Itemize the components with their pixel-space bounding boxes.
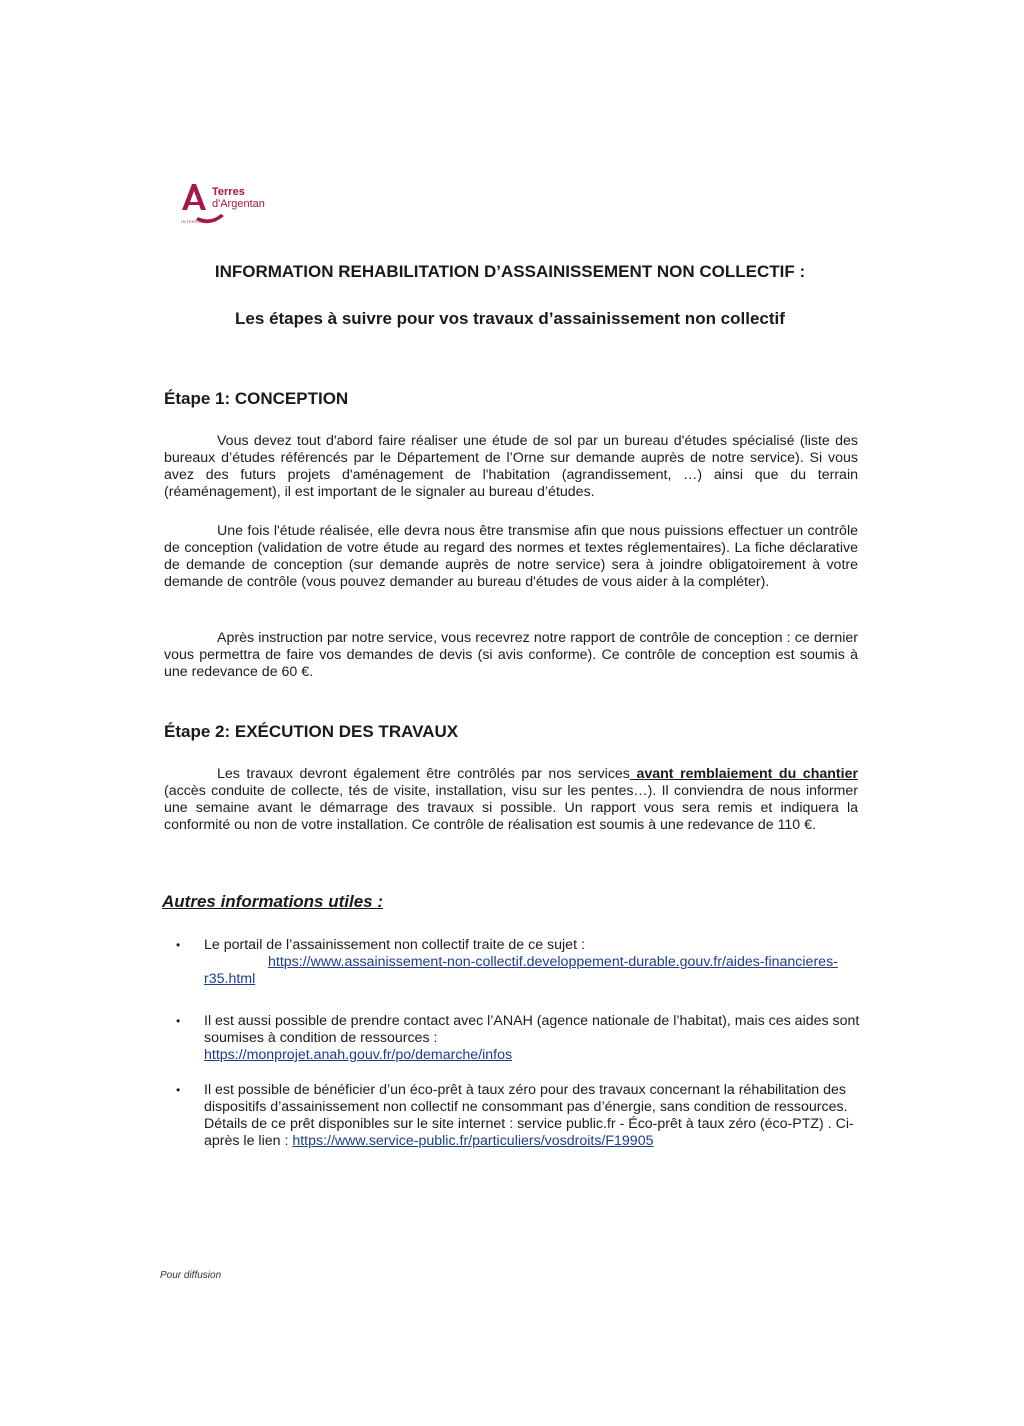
- step1-heading: Étape 1: CONCEPTION: [164, 389, 349, 408]
- anah-link[interactable]: https://monprojet.anah.gouv.fr/po/demarche/infos: [204, 1047, 513, 1063]
- step2-paragraph: [164, 766, 858, 834]
- logo-text-interco: INTERCO: [181, 219, 203, 224]
- list-item-3: [204, 1082, 860, 1150]
- step2-text-after: (accès conduite de collecte, tés de visite, installation, visu sur les pentes…). Il conviendra de nous informer une semaine avant le démarrage des travaux si possible. Un rapport vous sera remis et indiquera la conformité ou non de votre installation. Ce contrôle de réalisation est soumis à une redevance de 110 €.: [164, 783, 858, 833]
- bullet-1: •: [176, 938, 181, 952]
- list-item-2-text: Il est aussi possible de prendre contact avec l’ANAH (agence nationale de l’habitat), mais ces aides sont soumises à condition de ressources :: [204, 1013, 860, 1046]
- step1-paragraph-2: [164, 523, 858, 591]
- list-item-1-text: Le portail de l’assainissement non collectif traite de ce sujet :: [204, 937, 585, 953]
- list-item-3-text: Il est possible de bénéficier d’un éco-prêt à taux zéro pour des travaux concernant la réhabilitation des dispositifs d’assainissement non collectif ne consommant pas d’énergie, sans condition de ressources. Détails de ce prêt disponibles sur le site internet : service public.fr - Éco-prêt à taux zéro (éco-PTZ) . Ci-après le lien :: [204, 1082, 854, 1149]
- step2-heading: Étape 2: EXÉCUTION DES TRAVAUX: [164, 722, 459, 741]
- logo-text-terres: Terres: [212, 186, 245, 198]
- bullet-2: •: [176, 1014, 181, 1028]
- step1-paragraph-3-text: Après instruction par notre service, vous recevrez notre rapport de contrôle de conception : ce dernier vous permettra de faire vos demandes de devis (si avis conforme). Ce contrôle de conception est soumis à une redevance de 60 €.: [164, 630, 858, 680]
- list-item-1: [204, 937, 860, 988]
- autres-heading: Autres informations utiles :: [162, 892, 384, 911]
- step1-paragraph-1: [164, 433, 858, 501]
- step2-emphasis: avant remblaiement du chantier: [629, 766, 858, 782]
- list-item-2: [204, 1013, 860, 1064]
- footer-note: Pour diffusion: [160, 1270, 222, 1281]
- bullet-3: •: [176, 1083, 181, 1097]
- step1-paragraph-2-text: Une fois l'étude réalisée, elle devra nous être transmise afin que nous puissions effectuer un contrôle de conception (validation de votre étude au regard des normes et textes réglementaires). La fiche déclarative de demande de conception (sur demande auprès de notre service) sera à joindre obligatoirement à votre demande de contrôle (vous pouvez demander au bureau d'études de vous aider à la compléter).: [164, 523, 858, 590]
- step1-paragraph-3: [164, 630, 858, 681]
- logo-text-dargentan: d'Argentan: [212, 198, 265, 210]
- page-subtitle: Les étapes à suivre pour vos travaux d’assainissement non collectif: [235, 309, 785, 328]
- portail-anc-link[interactable]: https://www.assainissement-non-collectif.developpement-durable.gouv.fr/aides-financieres-r35.html: [204, 954, 838, 987]
- page-title: INFORMATION REHABILITATION D’ASSAINISSEMENT NON COLLECTIF :: [214, 262, 806, 281]
- step1-paragraph-1-text: Vous devez tout d'abord faire réaliser une étude de sol par un bureau d'études spécialisé (liste des bureaux d’études référencés par le Département de l’Orne sur demande auprès de notre service). Si vous avez des futurs projets d'aménagement de l'habitation (agrandissement, …) ainsi que du terrain (réaménagement), il est important de le signaler au bureau d’études.: [164, 433, 858, 500]
- service-public-link[interactable]: https://www.service-public.fr/particuliers/vosdroits/F19905: [292, 1133, 654, 1149]
- step2-text-before: Les travaux devront également être contrôlés par nos services: [217, 766, 630, 782]
